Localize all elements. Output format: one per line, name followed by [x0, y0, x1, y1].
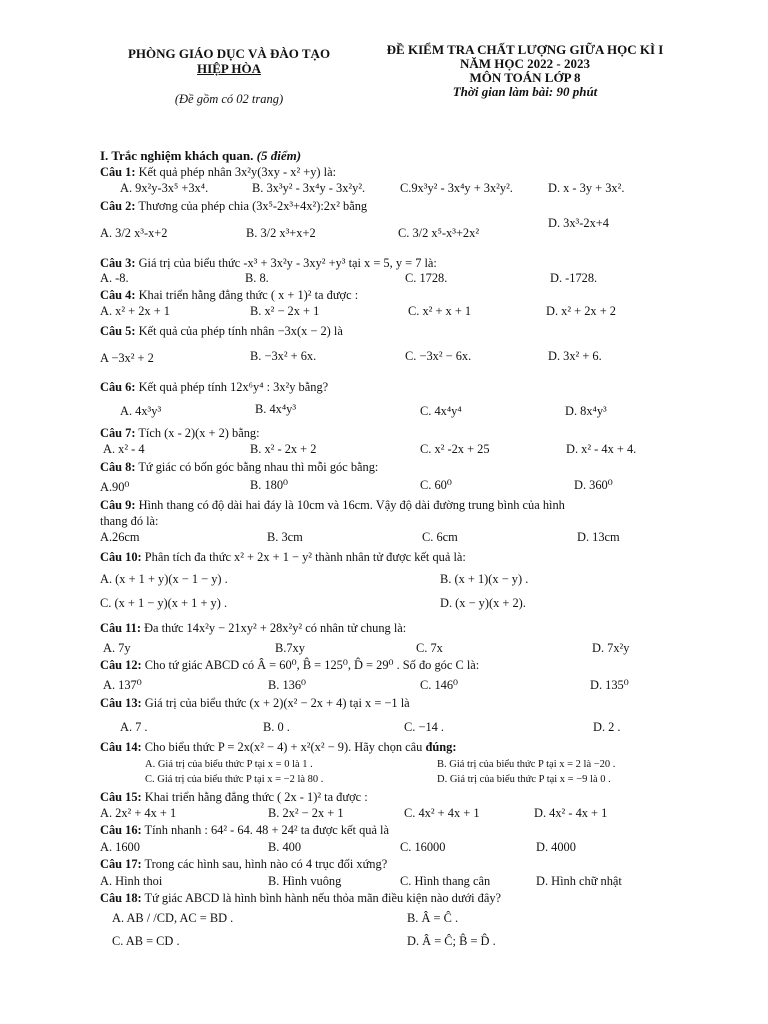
question-17: [100, 857, 387, 871]
option-d[interactable]: D. 7x²y: [592, 641, 630, 655]
option-c[interactable]: C. −14 .: [404, 720, 445, 734]
question-13: [100, 696, 410, 710]
option-b[interactable]: B. Hình vuông: [268, 874, 342, 888]
question-10: [100, 550, 466, 564]
question-label: Câu 7:: [100, 426, 136, 440]
option-c[interactable]: C. 146⁰: [420, 678, 459, 692]
question-label: Câu 12:: [100, 658, 142, 672]
option-a[interactable]: A. x² - 4: [103, 442, 145, 456]
option-c[interactable]: C. (x + 1 − y)(x + 1 + y) .: [100, 596, 228, 610]
option-c[interactable]: C. 4x² + 4x + 1: [404, 806, 480, 820]
question-text: Cho tứ giác ABCD có Â = 60⁰, B̂ = 125⁰, D̂ = 29⁰ . Số đo góc C là:: [141, 658, 480, 672]
question-text: Khai triển hằng đẳng thức ( x + 1)² ta được :: [135, 288, 359, 302]
question-text: Phân tích đa thức x² + 2x + 1 − y² thành nhân tử được kết quả là:: [141, 550, 466, 564]
option-c[interactable]: C. 7x: [416, 641, 443, 655]
option-c[interactable]: C. 60⁰: [420, 478, 452, 492]
question-11: [100, 621, 406, 635]
question-label: Câu 8:: [100, 460, 136, 474]
question-label: Câu 1:: [100, 165, 136, 179]
question-18: [100, 891, 501, 905]
subject: MÔN TOÁN LỚP 8: [469, 70, 581, 85]
option-d[interactable]: D. x² + 2x + 2: [546, 304, 617, 318]
section-points: (5 điểm): [256, 148, 302, 163]
option-b[interactable]: B. 0 .: [263, 720, 290, 734]
option-a[interactable]: A. 1600: [100, 840, 140, 854]
question-label: Câu 4:: [100, 288, 136, 302]
time-limit: Thời gian làm bài: 90 phút: [452, 84, 598, 99]
exam-title: ĐỀ KIỂM TRA CHẤT LƯỢNG GIỮA HỌC KÌ I: [386, 42, 664, 57]
option-a[interactable]: A. 137⁰: [103, 678, 142, 692]
option-d[interactable]: D. Â = Ĉ; B̂ = D̂ .: [407, 934, 496, 948]
question-label: Câu 2:: [100, 199, 136, 213]
option-d[interactable]: D. Hình chữ nhật: [536, 874, 622, 888]
option-a[interactable]: A. 7 .: [120, 720, 148, 734]
option-a[interactable]: A. x² + 2x + 1: [100, 304, 171, 318]
option-c[interactable]: C.9x³y² - 3x⁴y + 3x²y².: [400, 181, 513, 195]
option-b[interactable]: B. 180⁰: [250, 478, 289, 492]
question-text-continued: thang đó là:: [100, 514, 159, 528]
district-name: HIỆP HÒA: [197, 61, 261, 76]
option-b[interactable]: B. x² − 2x + 1: [250, 304, 320, 318]
option-a[interactable]: A. AB / /CD, AC = BD .: [112, 911, 234, 925]
question-label: Câu 15:: [100, 790, 142, 804]
option-b[interactable]: B. Â = Ĉ .: [407, 911, 459, 925]
option-a[interactable]: A. (x + 1 + y)(x − 1 − y) .: [100, 572, 228, 586]
option-b[interactable]: B. 2x² − 2x + 1: [268, 806, 344, 820]
question-label: Câu 3:: [100, 256, 136, 270]
question-text: Cho biểu thức P = 2x(x² − 4) + x²(x² − 9). Hãy chọn câu: [141, 740, 423, 754]
question-12: [100, 658, 479, 672]
option-a[interactable]: A. 4x³y³: [120, 404, 162, 418]
option-c[interactable]: C. AB = CD .: [112, 934, 180, 948]
question-15: [100, 790, 368, 804]
option-c[interactable]: C. x² -2x + 25: [420, 442, 490, 456]
option-c[interactable]: C. 16000: [400, 840, 446, 854]
question-9: [100, 498, 565, 512]
option-c[interactable]: C. 6cm: [422, 530, 458, 544]
option-b[interactable]: B. (x + 1)(x − y) .: [440, 572, 529, 586]
question-1: [100, 165, 336, 179]
option-a[interactable]: A. 2x² + 4x + 1: [100, 806, 177, 820]
option-d[interactable]: D. Giá trị của biểu thức P tại x = −9 là 0 .: [437, 774, 611, 785]
question-label: Câu 18:: [100, 891, 142, 905]
option-a[interactable]: A. Hình thoi: [100, 874, 163, 888]
question-text: Tính nhanh : 64² - 64. 48 + 24² ta được kết quả là: [141, 823, 390, 837]
option-a[interactable]: A. Giá trị của biểu thức P tại x = 0 là 1 .: [145, 759, 313, 770]
option-a[interactable]: A. 3/2 x³-x+2: [100, 226, 168, 240]
option-c[interactable]: C. 1728.: [405, 271, 448, 285]
option-a[interactable]: A. 9x²y-3x⁵ +3x⁴.: [120, 181, 209, 195]
question-text: Giá trị của biểu thức (x + 2)(x² − 2x + 4) tại x = −1 là: [141, 696, 410, 710]
option-b[interactable]: B. 4x⁴y³: [255, 402, 297, 416]
option-b[interactable]: B.7xy: [275, 641, 305, 655]
option-a[interactable]: A.26cm: [100, 530, 140, 544]
question-label: Câu 10:: [100, 550, 142, 564]
option-c[interactable]: C. Hình thang cân: [400, 874, 491, 888]
option-d[interactable]: D. 360⁰: [574, 478, 613, 492]
option-d[interactable]: D. -1728.: [550, 271, 598, 285]
option-b[interactable]: B. 3x³y² - 3x⁴y - 3x²y².: [252, 181, 366, 195]
option-d[interactable]: D. 13cm: [577, 530, 620, 544]
question-label: Câu 6:: [100, 380, 136, 394]
option-c[interactable]: C. 4x⁴y⁴: [420, 404, 462, 418]
question-5: [100, 324, 343, 338]
option-c[interactable]: C. 3/2 x⁵-x³+2x²: [398, 226, 480, 240]
option-a[interactable]: A.90⁰: [100, 480, 130, 494]
dept-name: PHÒNG GIÁO DỤC VÀ ĐÀO TẠO: [127, 46, 331, 61]
question-label: Câu 5:: [100, 324, 136, 338]
option-c[interactable]: C. Giá trị của biểu thức P tại x = −2 là 80 .: [145, 774, 324, 785]
question-label: Câu 13:: [100, 696, 142, 710]
question-text-emphasis: đúng:: [422, 740, 457, 754]
question-6: [100, 380, 328, 394]
option-b[interactable]: B. 136⁰: [268, 678, 307, 692]
question-text: Thương của phép chia (3x⁵-2x³+4x²):2x² bằng: [135, 199, 368, 213]
option-d[interactable]: D. (x − y)(x + 2).: [440, 596, 526, 610]
option-a[interactable]: A. 7y: [103, 641, 131, 655]
question-text: Tứ giác có bốn góc bằng nhau thì mỗi góc bằng:: [135, 460, 379, 474]
option-d[interactable]: D. 3x² + 6.: [548, 349, 602, 363]
option-a[interactable]: A. -8.: [100, 271, 129, 285]
question-label: Câu 11:: [100, 621, 141, 635]
question-text: Tứ giác ABCD là hình bình hành nếu thỏa mãn điều kiện nào dưới đây?: [141, 891, 502, 905]
option-b[interactable]: B. 3cm: [267, 530, 303, 544]
question-text: Tích (x - 2)(x + 2) bằng:: [135, 426, 260, 440]
question-2: [100, 199, 367, 213]
question-label: Câu 16:: [100, 823, 142, 837]
option-b[interactable]: B. Giá trị của biểu thức P tại x = 2 là −20 .: [437, 759, 616, 770]
question-text: Kết quả của phép tính nhân −3x(x − 2) là: [135, 324, 343, 338]
school-year: NĂM HỌC 2022 - 2023: [460, 56, 590, 71]
option-d[interactable]: D. x - 3y + 3x².: [548, 181, 625, 195]
option-d[interactable]: D. 4000: [536, 840, 576, 854]
option-d[interactable]: D. 4x² - 4x + 1: [534, 806, 608, 820]
question-label: Câu 17:: [100, 857, 142, 871]
section-title: I. Trắc nghiệm khách quan.: [100, 148, 254, 163]
option-c[interactable]: C. x² + x + 1: [408, 304, 472, 318]
option-b[interactable]: B. −3x² + 6x.: [250, 349, 317, 363]
option-b[interactable]: B. x² - 2x + 2: [250, 442, 317, 456]
option-c[interactable]: C. −3x² − 6x.: [405, 349, 472, 363]
option-b[interactable]: B. 3/2 x³+x+2: [246, 226, 316, 240]
question-label: Câu 9:: [100, 498, 136, 512]
section-heading: [100, 149, 301, 163]
question-text: Kết quả phép nhân 3x²y(3xy - x² +y) là:: [135, 165, 337, 179]
header-left: [98, 46, 360, 107]
pages-note: (Đề gồm có 02 trang): [174, 92, 284, 106]
option-d[interactable]: D. 2 .: [593, 720, 621, 734]
question-label: Câu 14:: [100, 740, 142, 754]
question-text: Đa thức 14x²y − 21xy² + 28x²y² có nhân tử chung là:: [140, 621, 407, 635]
question-4: [100, 288, 358, 302]
option-b[interactable]: B. 400: [268, 840, 302, 854]
option-d[interactable]: D. 3x³-2x+4: [548, 216, 609, 230]
option-d[interactable]: D. 135⁰: [590, 678, 629, 692]
option-d[interactable]: D. x² - 4x + 4.: [566, 442, 637, 456]
option-d[interactable]: D. 8x⁴y³: [565, 404, 607, 418]
question-16: [100, 823, 389, 837]
question-text: Giá trị của biểu thức -x³ + 3x²y - 3xy² +y³ tại x = 5, y = 7 là:: [135, 256, 437, 270]
question-3: [100, 256, 437, 270]
question-14: [100, 740, 456, 754]
question-text: Khai triển hằng đẳng thức ( 2x - 1)² ta được :: [141, 790, 368, 804]
question-8: [100, 460, 378, 474]
option-a[interactable]: A −3x² + 2: [100, 351, 154, 365]
option-b[interactable]: B. 8.: [245, 271, 269, 285]
header-right: [365, 43, 685, 99]
question-text: Trong các hình sau, hình nào có 4 trục đối xứng?: [141, 857, 388, 871]
question-text: Kết quả phép tính 12x⁶y⁴ : 3x²y bằng?: [135, 380, 329, 394]
question-7: [100, 426, 260, 440]
question-text: Hình thang có độ dài hai đáy là 10cm và 16cm. Vậy độ dài đường trung bình của hình: [135, 498, 565, 512]
